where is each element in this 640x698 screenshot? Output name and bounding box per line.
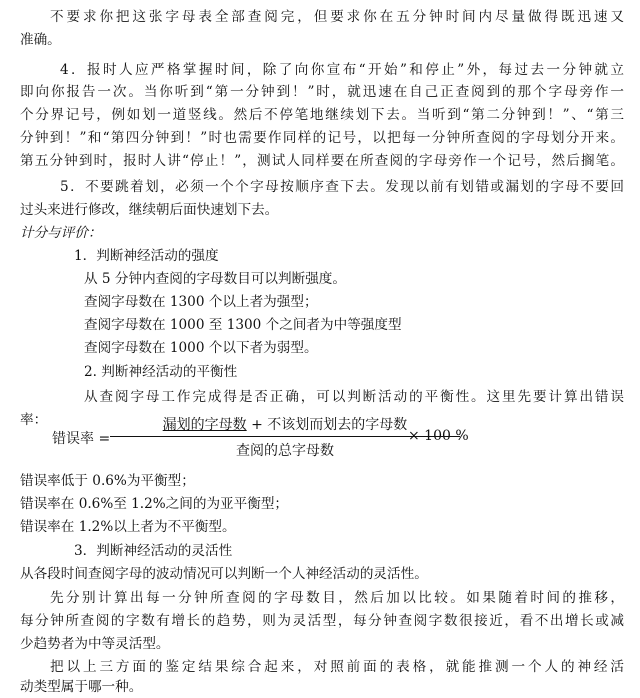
paragraph-line: 不要求你把这张字母表全部查阅完，但要求你在五分钟时间内尽量做得既迅速又 (50, 9, 624, 25)
subheading-flexibility: 3．判断神经活动的灵活性 (74, 543, 233, 559)
numerator-missed: 漏划的字母数 (162, 417, 247, 433)
paragraph-line: 每分钟所查阅的字数有增长的趋势，则为灵活型，每分钟查阅字数很接近，看不出增长或减 (20, 613, 624, 629)
instruction-4-line: 4．报时人应严格掌握时间，除了向你宣布“开始”和停止”外，每过去一分钟就立 (60, 62, 624, 78)
paragraph-line: 错误率在 1.2%以上者为不平衡型。 (20, 519, 236, 535)
paragraph-line: 准确。 (20, 32, 61, 48)
paragraph-line: 查阅字母数在 1000 至 1300 个之间者为中等强度型 (84, 317, 402, 333)
error-rate-formula (48, 414, 508, 464)
numerator-wrong: + 不该划而划去的字母数 (251, 417, 408, 433)
formula-denominator: 查阅的总字母数 (236, 443, 334, 459)
paragraph-line: 先分别计算出每一分钟所查阅的字母数目，然后加以比较。如果随着时间的推移， (50, 590, 624, 606)
section-heading: 计分与评价： (20, 225, 102, 241)
instruction-5-line: 5．不要跳着划，必须一个个字母按顺序查下去。发现以前有划错或漏划的字母不要回 (60, 179, 624, 195)
paragraph-line: 错误率低于 0.6%为平衡型； (20, 473, 195, 489)
paragraph-line: 从 5 分钟内查阅的字母数目可以判断强度。 (84, 271, 346, 287)
paragraph-line: 第五分钟到时，报时人讲“停止！”，测试人同样要在所查阅的字母旁作一个记号，然后搁笔。 (20, 153, 624, 169)
paragraph-line: 少趋势者为中等灵活型。 (20, 636, 170, 652)
paragraph-line: 率： (20, 412, 48, 428)
paragraph-line: 查阅字母数在 1300 个以上者为强型； (84, 294, 318, 310)
paragraph-line: 把以上三方面的鉴定结果综合起来，对照前面的表格，就能推测一个人的神经活 (50, 659, 624, 675)
subheading-balance: 2. 判断神经活动的平衡性 (84, 364, 238, 380)
paragraph-line: 分钟到！”和“第四分钟到！”时也需要作同样的记号，以把每一分钟所查阅的字母划分开来。 (20, 130, 624, 146)
paragraph-line: 个分界记号，例如划一道竖线。然后不停笔地继续划下去。当听到“第二分钟到！”、“第三 (20, 107, 624, 123)
paragraph-line: 错误率在 0.6%至 1.2%之间的为亚平衡型； (20, 496, 289, 512)
paragraph-line: 从各段时间查阅字母的波动情况可以判断一个人神经活动的灵活性。 (20, 566, 428, 582)
paragraph-line: 查阅字母数在 1000 个以下者为弱型。 (84, 340, 318, 356)
formula-label: 错误率 = (52, 431, 111, 447)
paragraph-line: 从查阅字母工作完成得是否正确，可以判断活动的平衡性。这里先要计算出错误 (84, 389, 624, 405)
paragraph-line: 即向你报告一次。当你听到“第一分钟到！”时，就迅速在自己正查阅到的那个字母旁作一 (20, 84, 624, 100)
paragraph-line: 动类型属于哪一种。 (20, 679, 143, 695)
subheading-strength: 1．判断神经活动的强度 (74, 248, 219, 264)
paragraph-line: 过头来进行修改，继续朝后面快速划下去。 (20, 202, 279, 218)
formula-multiplier: × 100 % (408, 428, 469, 444)
